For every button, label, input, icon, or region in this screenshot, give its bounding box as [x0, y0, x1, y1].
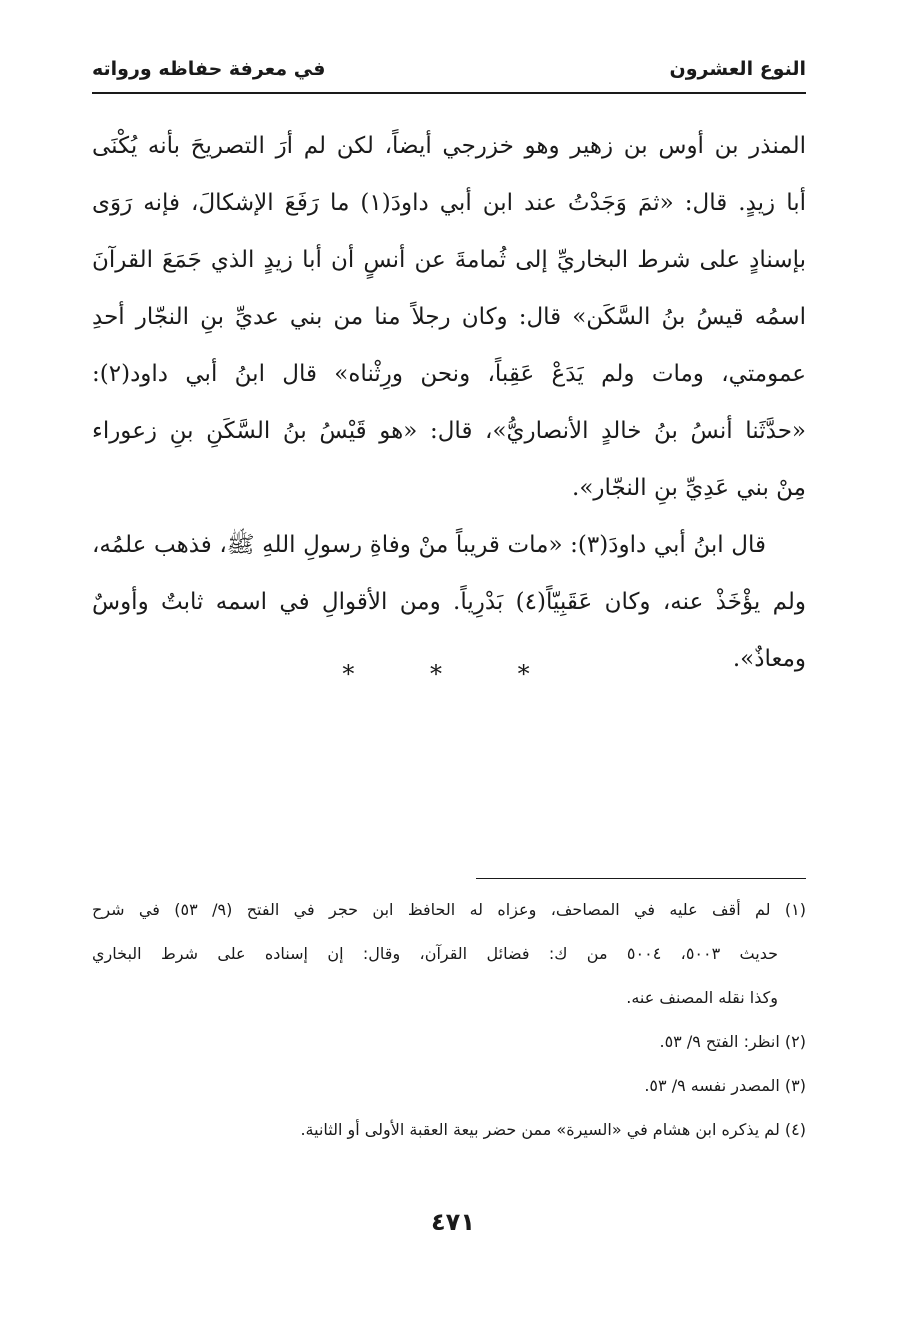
text-line: «حدَّثَنا أنسُ بنُ خالدٍ الأنصاريُّ»، قال: «هو قَيْسُ بنُ السَّكَنِ بنِ زعوراء	[92, 418, 806, 444]
footnote-4: (٤) لم يذكره ابن هشام في «السيرة» ممن حضر بيعة العقبة الأولى أو الثانية.	[300, 1120, 806, 1139]
main-text	[92, 118, 806, 688]
footnote-3: (٣) المصدر نفسه ٩/ ٥٣.	[644, 1076, 806, 1095]
footnote-1-line: وكذا نقله المصنف عنه.	[626, 988, 778, 1007]
section-divider-ornament: * * *	[342, 660, 564, 688]
header-rule	[92, 92, 806, 94]
footnotes	[92, 888, 806, 1152]
footnote-rule	[476, 878, 806, 879]
section-title: في معرفة حفاظه ورواته	[92, 58, 326, 80]
chapter-title: النوع العشرون	[669, 58, 806, 80]
text-line: بإسنادٍ على شرط البخاريِّ إلى ثُمامةَ عن أنسٍ أن أبا زيدٍ الذي جَمَعَ القرآنَ	[92, 247, 806, 273]
footnote-2: (٢) انظر: الفتح ٩/ ٥٣.	[659, 1032, 806, 1051]
text-line: اسمُه قيسُ بنُ السَّكَن» قال: وكان رجلاً منا من بني عديِّ بنِ النجّار أحدِ	[92, 304, 806, 330]
text-line: أبا زيدٍ. قال: «ثمَ وَجَدْتُ عند ابن أبي داودَ(١) ما رَفَعَ الإشكالَ، فإنه رَوَى	[92, 190, 806, 216]
page-number: ٤٧١	[431, 1208, 475, 1236]
paragraph-1	[92, 118, 806, 517]
text-line: قال ابنُ أبي داودَ(٣): «مات قريباً منْ وفاةِ رسولِ اللهِ ﷺ، فذهب علمُه،	[92, 532, 766, 558]
text-line: مِنْ بني عَدِيِّ بنِ النجّار».	[572, 475, 806, 501]
footnote-1-line: حديث ٥٠٠٣، ٥٠٠٤ من ك: فضائل القرآن، وقال: إن إسناده على شرط البخاري	[92, 944, 779, 963]
footnote-1-line: (١) لم أقف عليه في المصاحف، وعزاه له الحافظ ابن حجر في الفتح (٩/ ٥٣) في شرح	[92, 900, 806, 919]
text-line: المنذر بن أوس بن زهير وهو خزرجي أيضاً، لكن لم أرَ التصريحَ بأنه يُكْنَى	[92, 133, 806, 159]
text-line: ولم يؤْخَذْ عنه، وكان عَقَبِيّاً(٤) بَدْرِياً. ومن الأقوالِ في اسمه ثابتٌ وأوسٌ	[92, 589, 806, 615]
running-header	[92, 52, 806, 86]
text-line: ومعاذٌ».	[732, 646, 806, 672]
text-line: عمومتي، ومات ولم يَدَعْ عَقِباً، ونحن ورِثْناه» قال ابنُ أبي داود(٢):	[92, 361, 806, 387]
